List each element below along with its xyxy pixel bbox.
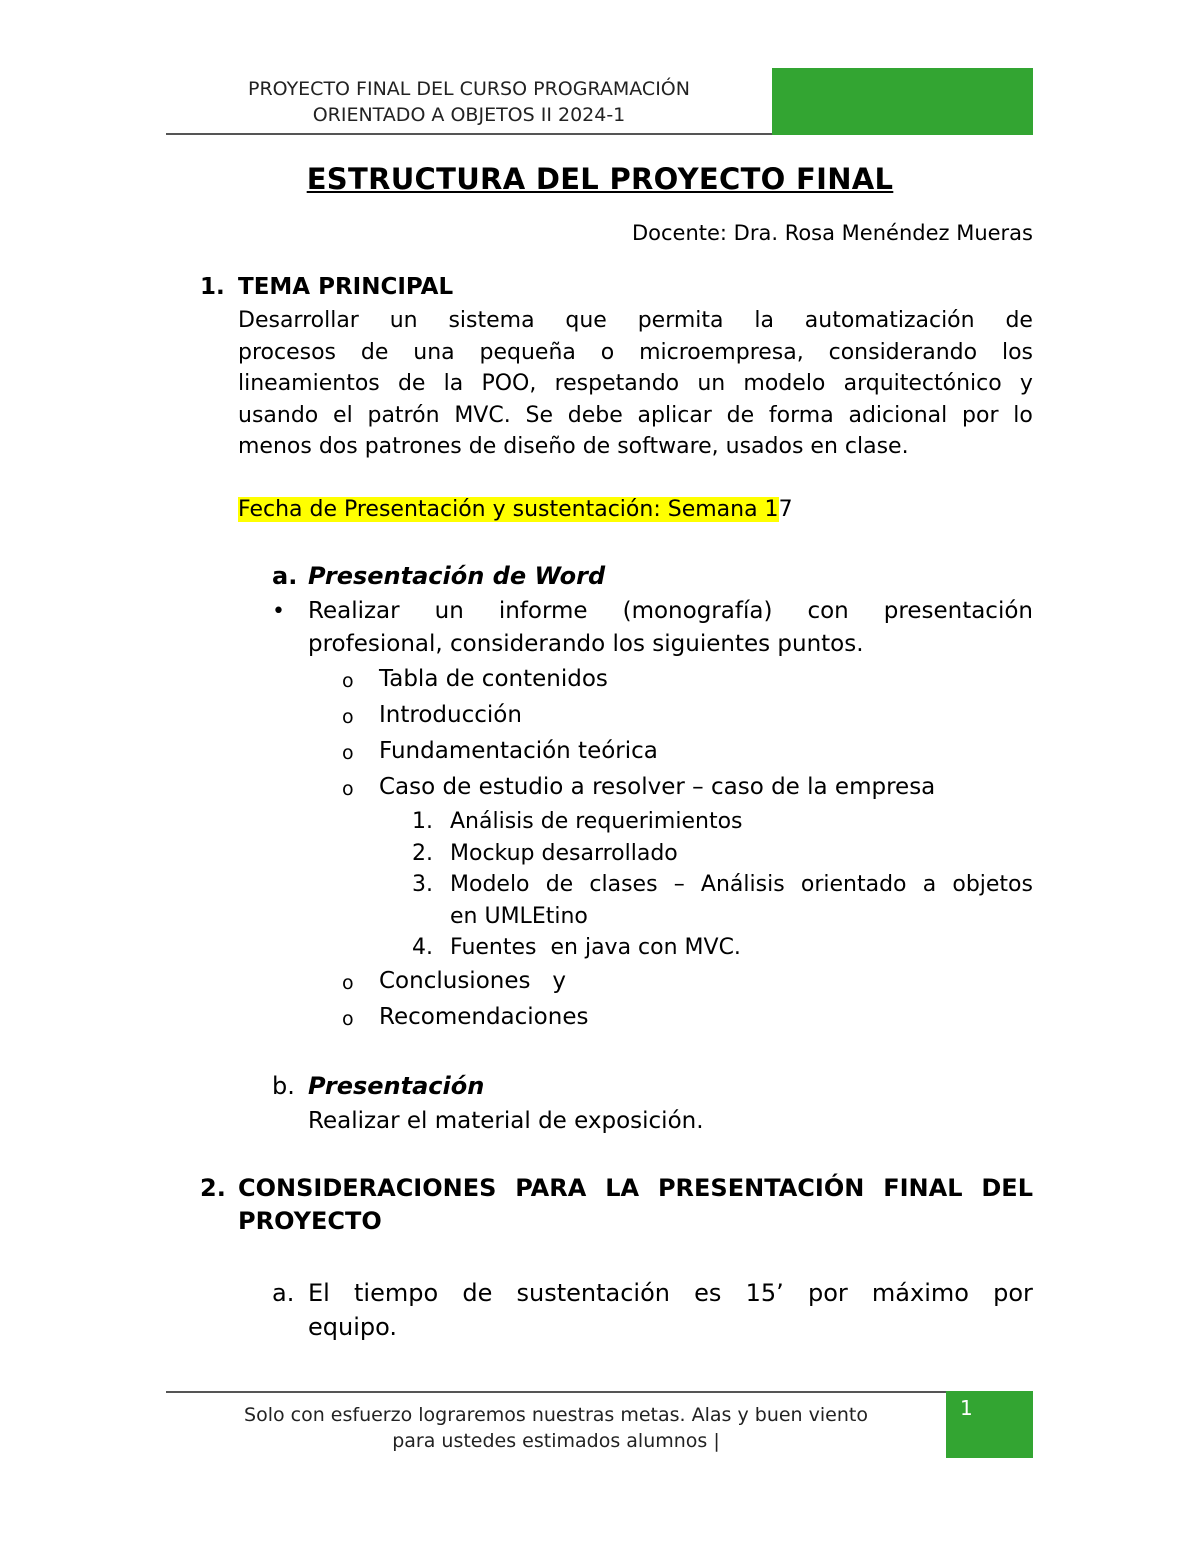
word: Análisis [700, 872, 785, 897]
word: orientado [800, 872, 907, 897]
word: por [993, 1279, 1033, 1307]
word: CONSIDERACIONES [238, 1174, 497, 1202]
numbered-item-number: 1. [412, 809, 433, 834]
footer-page-block [946, 1391, 1033, 1458]
word: arquitectónico [843, 371, 1002, 396]
numbered-item-text: Análisis de requerimientos [450, 809, 743, 834]
word: clases [589, 872, 658, 897]
word: y [1019, 371, 1033, 396]
word: lineamientos [238, 371, 380, 396]
word: Desarrollar [238, 308, 359, 333]
word: de [545, 872, 574, 897]
section-1-title: TEMA PRINCIPAL [238, 274, 454, 300]
bullet-line: profesional, considerando los siguientes puntos. [308, 631, 864, 657]
word: de [1005, 308, 1033, 333]
header-line-1: PROYECTO FINAL DEL CURSO PROGRAMACIÓN [248, 78, 690, 100]
word: sistema [448, 308, 535, 333]
word: FINAL [883, 1174, 963, 1202]
footer-text [166, 1402, 946, 1454]
body-line [238, 337, 1033, 369]
list-item [342, 662, 1033, 698]
list-item [342, 698, 1033, 734]
fecha-highlight: Fecha de Presentación y sustentación: Semana 1 [238, 497, 779, 522]
list-item-label: Caso de estudio a resolver – caso de la empresa [379, 774, 936, 800]
numbered-item-number: 3. [412, 872, 433, 897]
bullet-text [308, 595, 1033, 661]
word: el [333, 402, 353, 428]
word: forma [768, 402, 834, 428]
word: los [1001, 339, 1033, 365]
word: de [360, 339, 389, 365]
word: Modelo [450, 872, 530, 897]
word: (monografía) [622, 598, 773, 624]
numbered-item [412, 838, 1033, 870]
word: la [443, 371, 464, 396]
numbered-item-text [450, 869, 1033, 901]
word: de [462, 1279, 493, 1307]
word: o [600, 339, 615, 365]
list-item-label: Tabla de contenidos [379, 666, 608, 692]
word: pequeña [479, 339, 576, 365]
circle-bullet-icon: o [342, 706, 354, 728]
header-accent-block [772, 68, 1033, 135]
word: lo [1013, 402, 1033, 428]
docente-line: Docente: Dra. Rosa Menéndez Mueras [631, 221, 1033, 245]
subsection-a-label: a. [272, 562, 298, 590]
section-2-item-a-label: a. [272, 1279, 295, 1307]
content-list-continued [342, 964, 1033, 1036]
word: de [726, 402, 755, 428]
list-item [342, 770, 1033, 806]
circle-bullet-icon: o [342, 778, 354, 800]
word: debe [567, 402, 623, 428]
bullet-icon: • [272, 599, 285, 624]
section-2-title-line: PROYECTO [238, 1207, 382, 1235]
fecha-rest: 7 [778, 497, 793, 522]
footer-line-2: para ustedes estimados alumnos | [392, 1430, 720, 1452]
word: usando [238, 402, 319, 428]
word: máximo [871, 1279, 969, 1307]
word: la [754, 308, 774, 333]
word: permita [637, 308, 724, 333]
word: adicional [848, 402, 948, 428]
bullet-line [308, 595, 1033, 628]
section-2-number: 2. [200, 1174, 226, 1202]
word: considerando [828, 339, 978, 365]
numbered-item-number: 2. [412, 840, 433, 866]
numbered-item [412, 932, 1033, 964]
word: Se [525, 402, 553, 428]
circle-bullet-icon: o [342, 742, 354, 764]
word: automatización [804, 308, 975, 333]
word: PARA [515, 1174, 587, 1202]
section-2-title-line [238, 1172, 1033, 1205]
subsection-b-body: Realizar el material de exposición. [308, 1108, 704, 1134]
section-2-item-a-body [308, 1276, 1033, 1344]
word: respetando [554, 371, 680, 396]
word: 15’ [745, 1279, 784, 1307]
word: un [434, 598, 464, 624]
fecha-presentacion [238, 494, 793, 526]
word: Realizar [308, 598, 400, 624]
word: una [413, 339, 455, 365]
list-item-label: Introducción [379, 702, 522, 728]
word: MVC. [454, 402, 511, 428]
body-line [238, 305, 1033, 337]
numbered-item-text-cont: en UMLEtino [450, 903, 588, 929]
word: modelo [743, 371, 826, 396]
word: de [397, 371, 426, 396]
word: procesos [238, 339, 337, 365]
word: – [673, 872, 685, 897]
body-line: menos dos patrones de diseño de software, usados en clase. [238, 434, 909, 459]
word: microempresa, [639, 339, 804, 365]
numbered-item [412, 806, 1033, 838]
list-item-label: Conclusiones y [379, 968, 567, 994]
word: un [697, 371, 726, 396]
numbered-item-text: Mockup desarrollado [450, 840, 678, 866]
word: sustentación [516, 1279, 670, 1307]
list-item [342, 734, 1033, 770]
word: presentación [883, 598, 1033, 624]
body-line [238, 368, 1033, 400]
word: DEL [981, 1174, 1033, 1202]
word: un [389, 308, 418, 333]
list-item-label: Fundamentación teórica [379, 738, 658, 764]
word: LA [605, 1174, 640, 1202]
word: informe [498, 598, 588, 624]
header-title [166, 76, 772, 128]
word: POO, [481, 371, 537, 396]
section-2-title [238, 1172, 1033, 1238]
word: El [308, 1279, 330, 1307]
word: patrón [367, 402, 440, 428]
footer-line-1: Solo con esfuerzo lograremos nuestras metas. Alas y buen viento [244, 1404, 868, 1426]
numbered-item-text: Fuentes en java con MVC. [450, 935, 741, 960]
list-item [342, 1000, 1033, 1036]
section-2-item-a-line: equipo. [308, 1313, 398, 1341]
header-divider [166, 133, 772, 135]
subsection-b-title: Presentación [308, 1072, 485, 1100]
numbered-item-number: 4. [412, 935, 433, 960]
footer-divider [166, 1391, 946, 1393]
circle-bullet-icon: o [342, 972, 354, 994]
document-title: ESTRUCTURA DEL PROYECTO FINAL [306, 162, 894, 196]
word: por [807, 1279, 848, 1307]
list-item-label: Recomendaciones [379, 1004, 589, 1030]
numbered-list [412, 806, 1033, 964]
word: a [922, 872, 937, 897]
word: es [694, 1279, 722, 1307]
header-line-2: ORIENTADO A OBJETOS II 2024-1 [312, 104, 626, 126]
word: aplicar [637, 402, 712, 428]
subsection-b-label: b. [272, 1072, 295, 1100]
word: PRESENTACIÓN [657, 1174, 865, 1202]
subsection-a-title: Presentación de Word [308, 562, 606, 590]
section-1-number: 1. [200, 274, 225, 300]
word: objetos [952, 872, 1033, 897]
word: por [962, 402, 999, 428]
section-1-body [238, 305, 1033, 463]
numbered-item [412, 869, 1033, 932]
word: tiempo [354, 1279, 439, 1307]
circle-bullet-icon: o [342, 1008, 354, 1030]
word: que [565, 308, 607, 333]
body-line [238, 400, 1033, 432]
page-number: 1 [960, 1396, 973, 1420]
word: con [807, 598, 849, 624]
list-item [342, 964, 1033, 1000]
content-list [342, 662, 1033, 806]
circle-bullet-icon: o [342, 670, 354, 692]
section-2-item-a-line [308, 1276, 1033, 1310]
page-header [166, 68, 1033, 135]
